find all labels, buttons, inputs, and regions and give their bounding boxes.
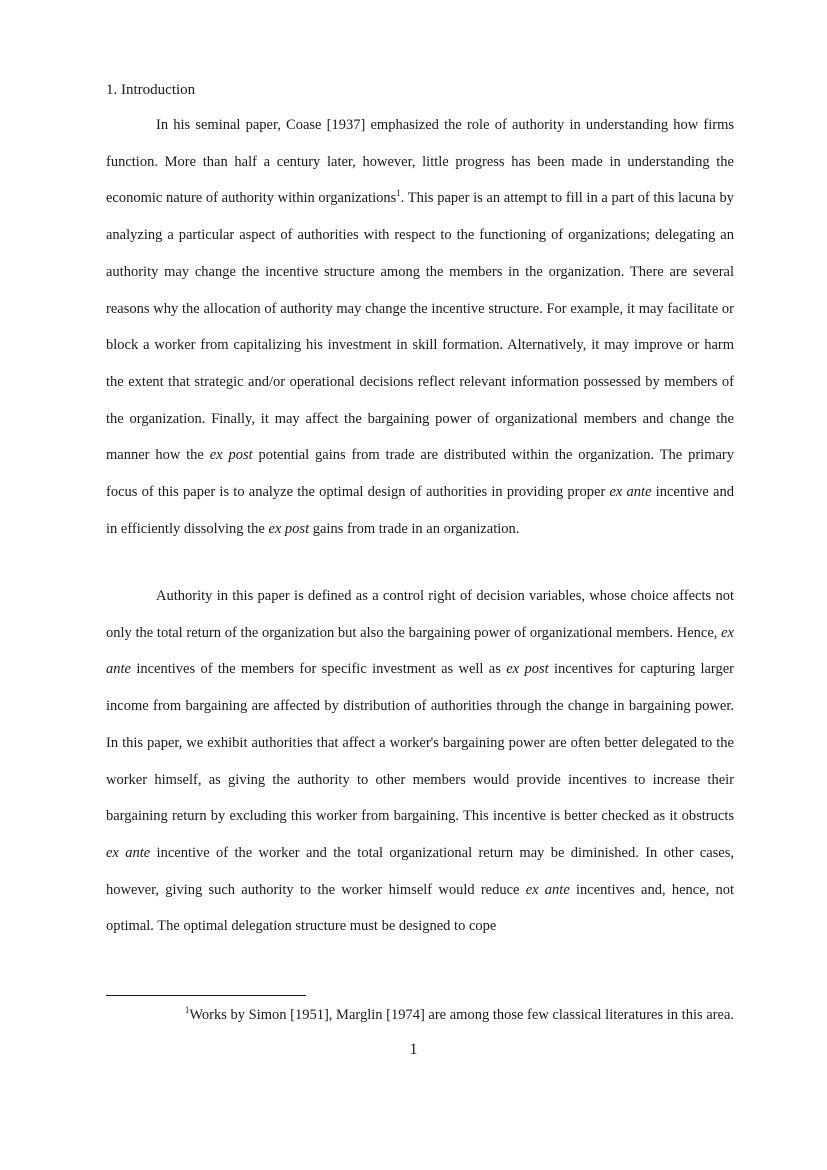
italic-term: ex ante <box>106 844 151 861</box>
paragraph-text: Authority in this paper is defined as a control right of decision variables, whose choice affects not only the total return of the organization but also the bargaining power of organizational members. Hence, <box>106 588 734 641</box>
paragraph-text: incentives and, hence, not optimal. The optimal delegation structure must be designed to cope <box>106 881 735 935</box>
italic-term: ex post <box>268 520 310 537</box>
footnote <box>106 1005 734 1025</box>
paragraph-text: incentive and in efficiently dissolving the <box>106 484 734 537</box>
footnote-text: Works by Simon [1951], Marglin [1974] are among those few classical literatures in this area. <box>189 1007 734 1023</box>
paragraph-text: incentive of the worker and the total organizational return may be diminished. In other cases, however, giving such authority to the worker himself would reduce <box>106 844 734 898</box>
footnote-reference: 1 <box>396 188 401 199</box>
italic-term: ex ante <box>525 881 570 898</box>
paragraph-text: . This paper is an attempt to fill in a part of this lacuna by analyzing a particular aspect of authorities with respect to the functioning of organizations; delegating an authority may change the incentive structure among the members in the organization. There are several reasons why the allocation of authority may change the incentive structure. For example, it may facilitate or block a worker from capitalizing his investment in skill formation. Alternatively, it may improve or harm the extent that strategic and/or operational decisions reflect relevant information possessed by members of the organization. Finally, it may affect the bargaining power of organizational members and change the manner how the <box>106 190 735 464</box>
paragraph-text: incentives for capturing larger income from bargaining are affected by distribution of authorities through the change in bargaining power. In this paper, we exhibit authorities that affect a worker's bargaining power are often better delegated to the worker himself, as giving the authority to other members would provide incentives to increase their bargaining return by excluding this worker from bargaining. This incentive is better checked as it obstructs <box>106 661 734 825</box>
paragraph-text: incentives of the members for specific investment as well as <box>130 661 507 678</box>
paragraph-text: potential gains from trade are distributed within the organization. The primary focus of this paper is to analyze the optimal design of authorities in providing proper <box>106 447 734 501</box>
italic-term: ex ante <box>609 484 652 501</box>
paragraph-introduction-1 <box>106 107 734 547</box>
footnote-marker: 1 <box>184 1005 190 1016</box>
section-heading: 1. Introduction <box>106 82 196 98</box>
italic-term: ex ante <box>106 624 734 678</box>
paragraph-introduction-2 <box>106 578 734 945</box>
footnote-separator <box>106 995 306 996</box>
paragraph-text: In his seminal paper, Coase [1937] emphasized the role of authority in understanding how firms function. More than half a century later, however, little progress has been made in understanding the economic nature of authority within organizations <box>106 117 734 207</box>
paragraph-text: gains from trade in an organization. <box>309 520 520 537</box>
italic-term: ex post <box>209 447 253 464</box>
italic-term: ex post <box>506 661 549 678</box>
page-number: 1 <box>409 1041 418 1058</box>
